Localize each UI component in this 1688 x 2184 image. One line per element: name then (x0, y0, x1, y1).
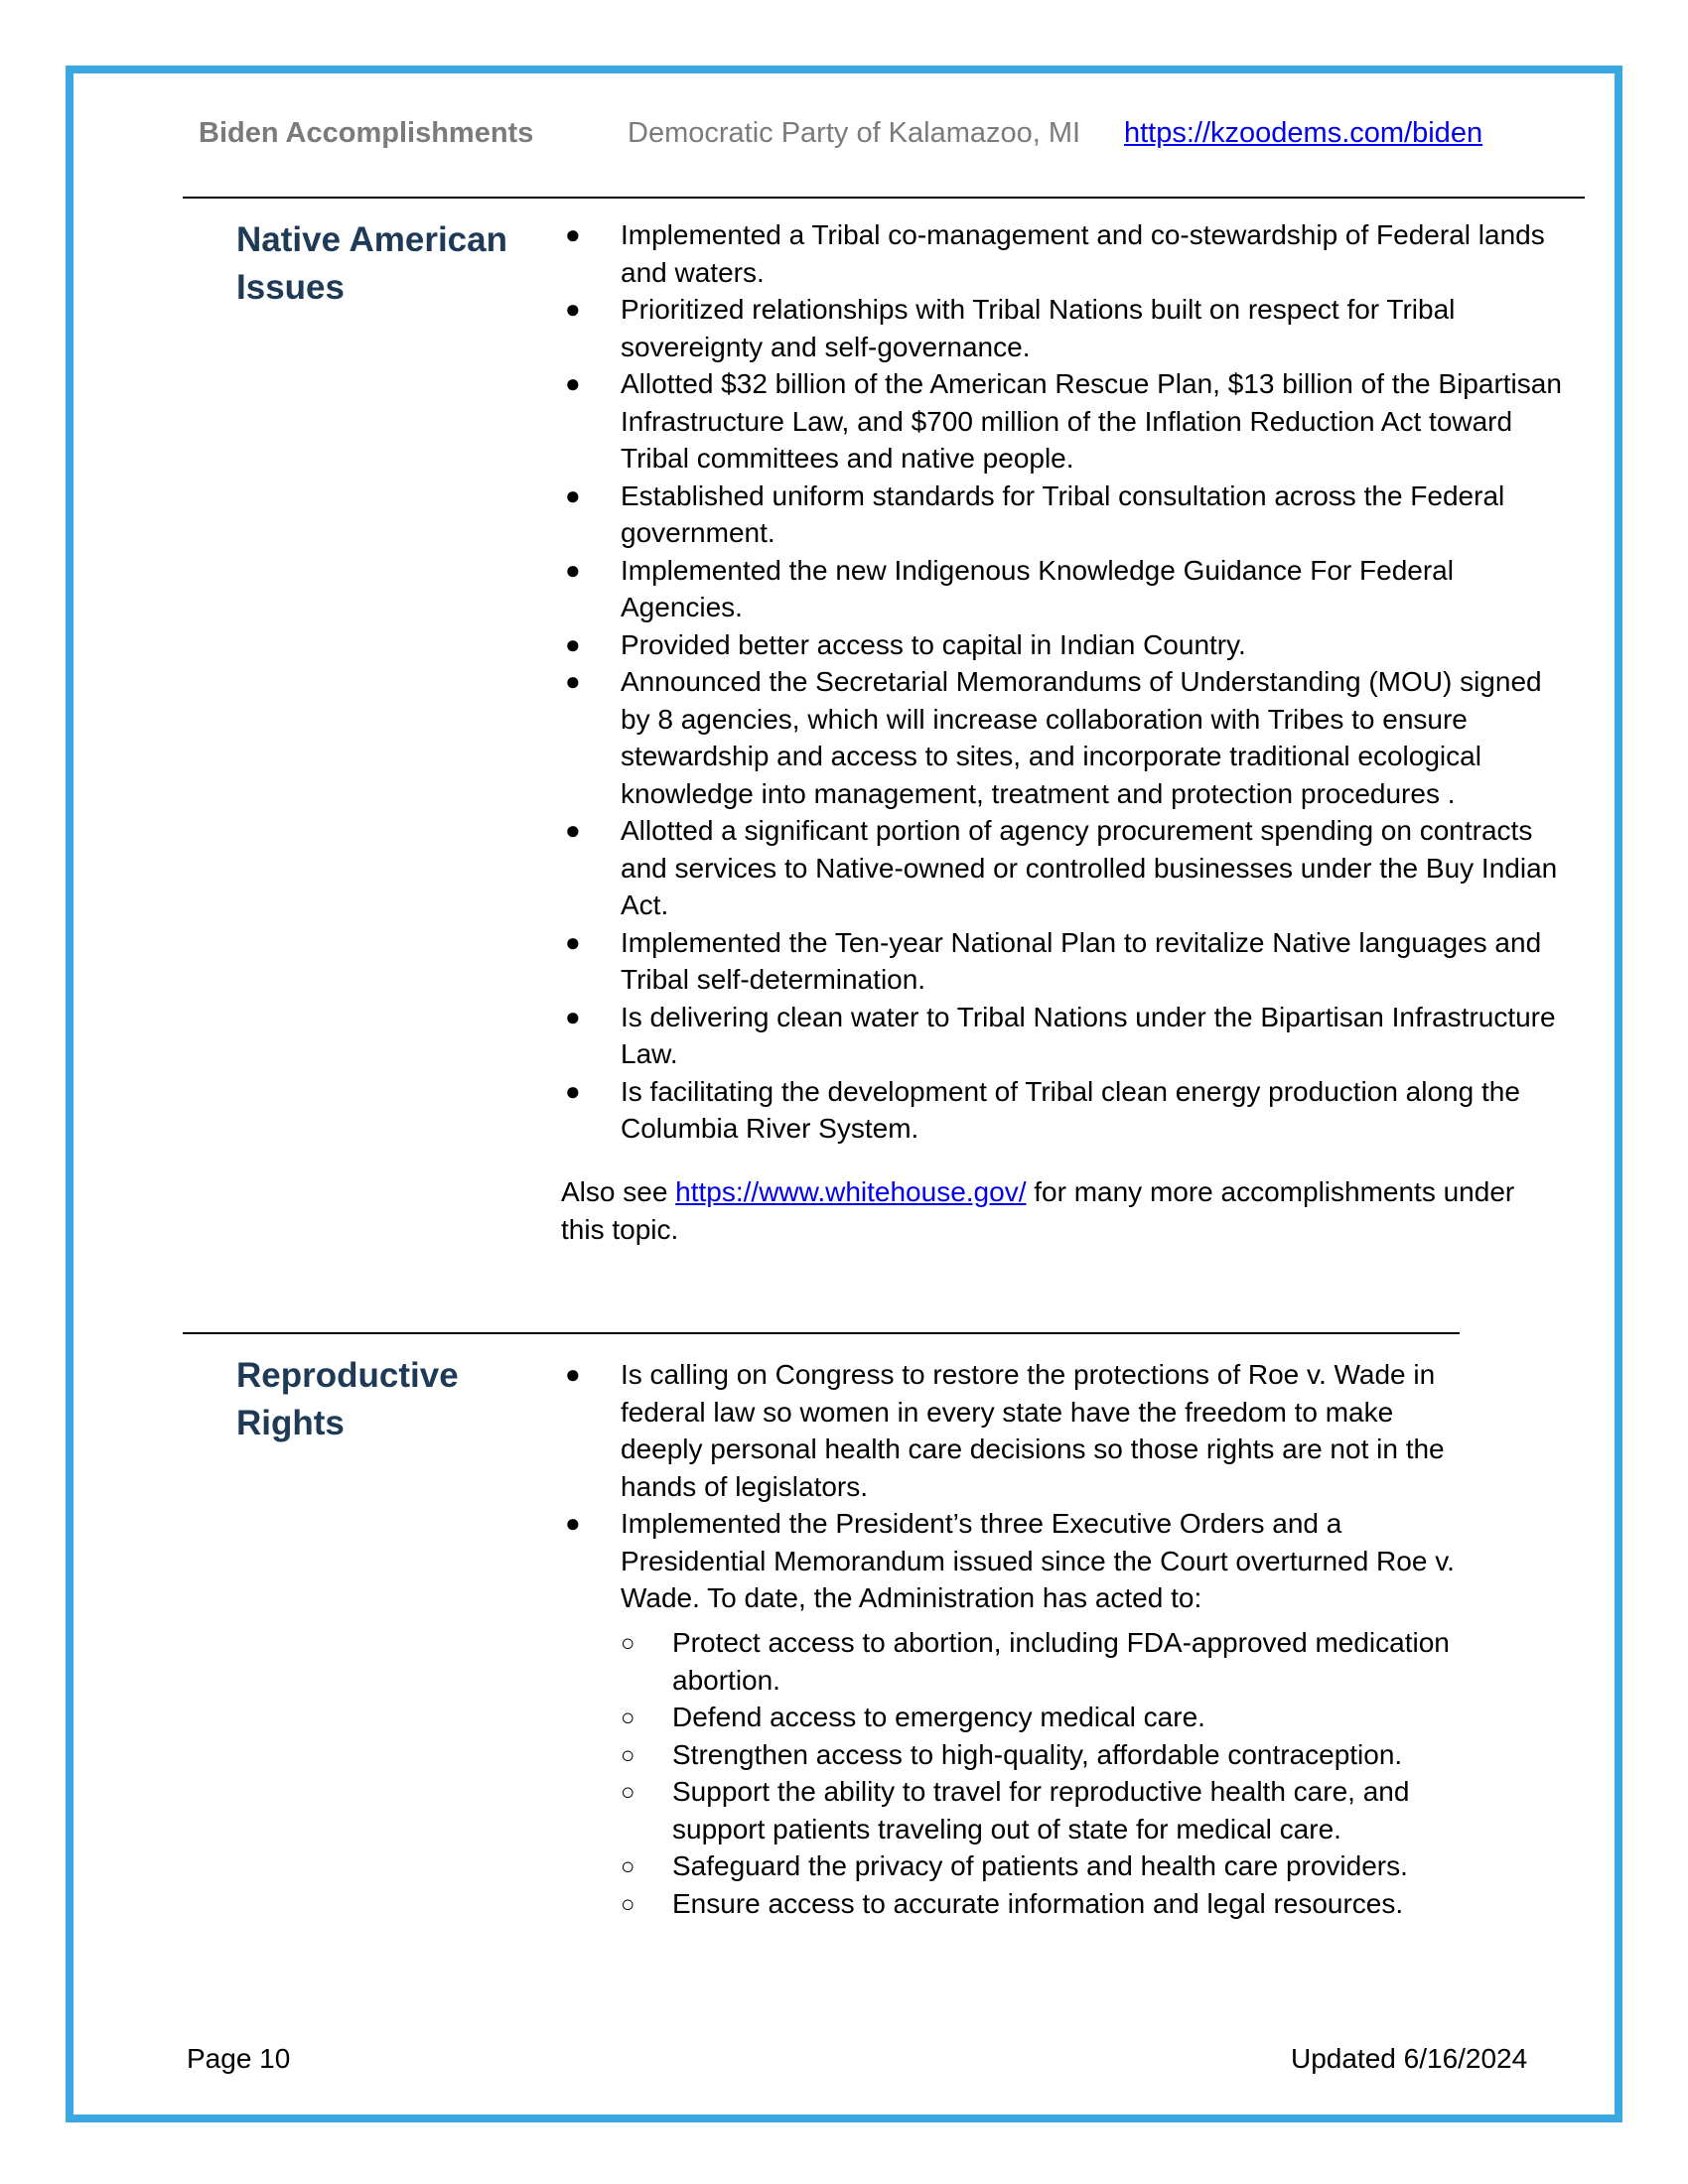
list-item: ● Provided better access to capital in Indian Country. (561, 626, 1574, 664)
sub-list-item: ○ Support the ability to travel for reproductive health care, and support patients traveling out of state for medical care. (621, 1776, 1410, 1844)
section-title-reproductive-rights: Reproductive Rights (236, 1356, 459, 1442)
sub-list-item: ○ Protect access to abortion, including FDA-approved medication abortion. (621, 1627, 1450, 1696)
list-item: ● Allotted $32 billion of the American Rescue Plan, $13 billion of the Bipartisan Infrastructure Law, and $700 million of the Inflation Reduction Act toward Tribal committees and native people. (561, 365, 1574, 478)
list-item: ● Implemented the President’s three Executive Orders and a Presidential Memorandum issued since the Court overturned Roe v. Wade. To date, the Administration has acted to: (561, 1505, 1455, 1617)
bullet-icon: ● (565, 294, 581, 324)
bullet-icon: ● (565, 1508, 581, 1538)
list-item: ● Announced the Secretarial Memorandums of Understanding (MOU) signed by 8 agencies, which will increase collaboration with Tribes to ensure stewardship and access to sites, and incorporate traditional ecological knowledge into management, treatment and protection procedures . (561, 663, 1574, 812)
circle-bullet-icon: ○ (621, 1741, 635, 1769)
sub-list-item: ○ Strengthen access to high-quality, affordable contraception. (561, 1736, 1455, 1774)
list-item: ● Is delivering clean water to Tribal Nations under the Bipartisan Infrastructure Law. (561, 999, 1574, 1073)
list-item: ● Is facilitating the development of Tribal clean energy production along the Columbia River System. (561, 1073, 1574, 1148)
circle-bullet-icon: ○ (621, 1705, 635, 1731)
circle-bullet-icon: ○ (621, 1853, 635, 1880)
bullet-icon: ● (565, 219, 581, 249)
updated-date: Updated 6/16/2024 (1291, 2043, 1528, 2074)
bullet-icon: ● (565, 368, 581, 398)
circle-bullet-icon: ○ (621, 1630, 635, 1657)
sub-list-item: ○ Defend access to emergency medical care. (561, 1699, 1455, 1736)
list-item: ● Prioritized relationships with Tribal Nations built on respect for Tribal sovereignty and self-governance. (561, 291, 1574, 365)
bullet-icon: ● (565, 554, 581, 585)
page-number: Page 10 (187, 2043, 291, 2074)
reproductive-rights-sublist (561, 1624, 1455, 1922)
native-american-list (561, 216, 1574, 1148)
circle-bullet-icon: ○ (621, 1890, 635, 1918)
sub-list-item: ○ Safeguard the privacy of patients and health care providers. (561, 1847, 1455, 1885)
section-title-native-american: Native American Issues (236, 220, 507, 307)
reproductive-rights-list (561, 1356, 1455, 1617)
bullet-icon: ● (565, 1075, 581, 1106)
list-item: ● Allotted a significant portion of agency procurement spending on contracts and services to Native-owned or controlled businesses under the Buy Indian Act. (561, 812, 1574, 924)
bullet-icon: ● (565, 628, 581, 659)
section-divider (183, 1332, 1460, 1334)
bullet-icon: ● (565, 926, 581, 957)
header-divider (183, 197, 1585, 199)
list-item: ● Implemented a Tribal co-management and co-stewardship of Federal lands and waters. (561, 216, 1574, 291)
header-organization: Democratic Party of Kalamazoo, MI (628, 117, 1081, 149)
bullet-icon: ● (565, 479, 581, 510)
bullet-icon: ● (565, 1001, 581, 1031)
header-link[interactable]: https://kzoodems.com/biden (1124, 117, 1483, 149)
list-item: ● Established uniform standards for Tribal consultation across the Federal government. (561, 478, 1574, 552)
list-item: ● Implemented the new Indigenous Knowledge Guidance For Federal Agencies. (561, 552, 1574, 626)
page-header (0, 117, 1688, 157)
bullet-icon: ● (565, 1359, 581, 1389)
whitehouse-link[interactable]: https://www.whitehouse.gov/ (675, 1176, 1027, 1207)
also-see-note: Also see https://www.whitehouse.gov/ for many more accomplishments under this topic. (561, 1176, 1515, 1245)
sub-list-item: ○ Ensure access to accurate information and legal resources. (561, 1885, 1455, 1923)
circle-bullet-icon: ○ (621, 1779, 635, 1806)
list-item: ● Is calling on Congress to restore the protections of Roe v. Wade in federal law so women in every state have the freedom to make deeply personal health care decisions so those rights are not in the hands of legislators. (561, 1356, 1455, 1505)
list-item: ● Implemented the Ten-year National Plan to revitalize Native languages and Tribal self-determination. (561, 924, 1574, 999)
bullet-icon: ● (565, 666, 581, 696)
bullet-icon: ● (565, 815, 581, 845)
header-title: Biden Accomplishments (199, 117, 534, 149)
